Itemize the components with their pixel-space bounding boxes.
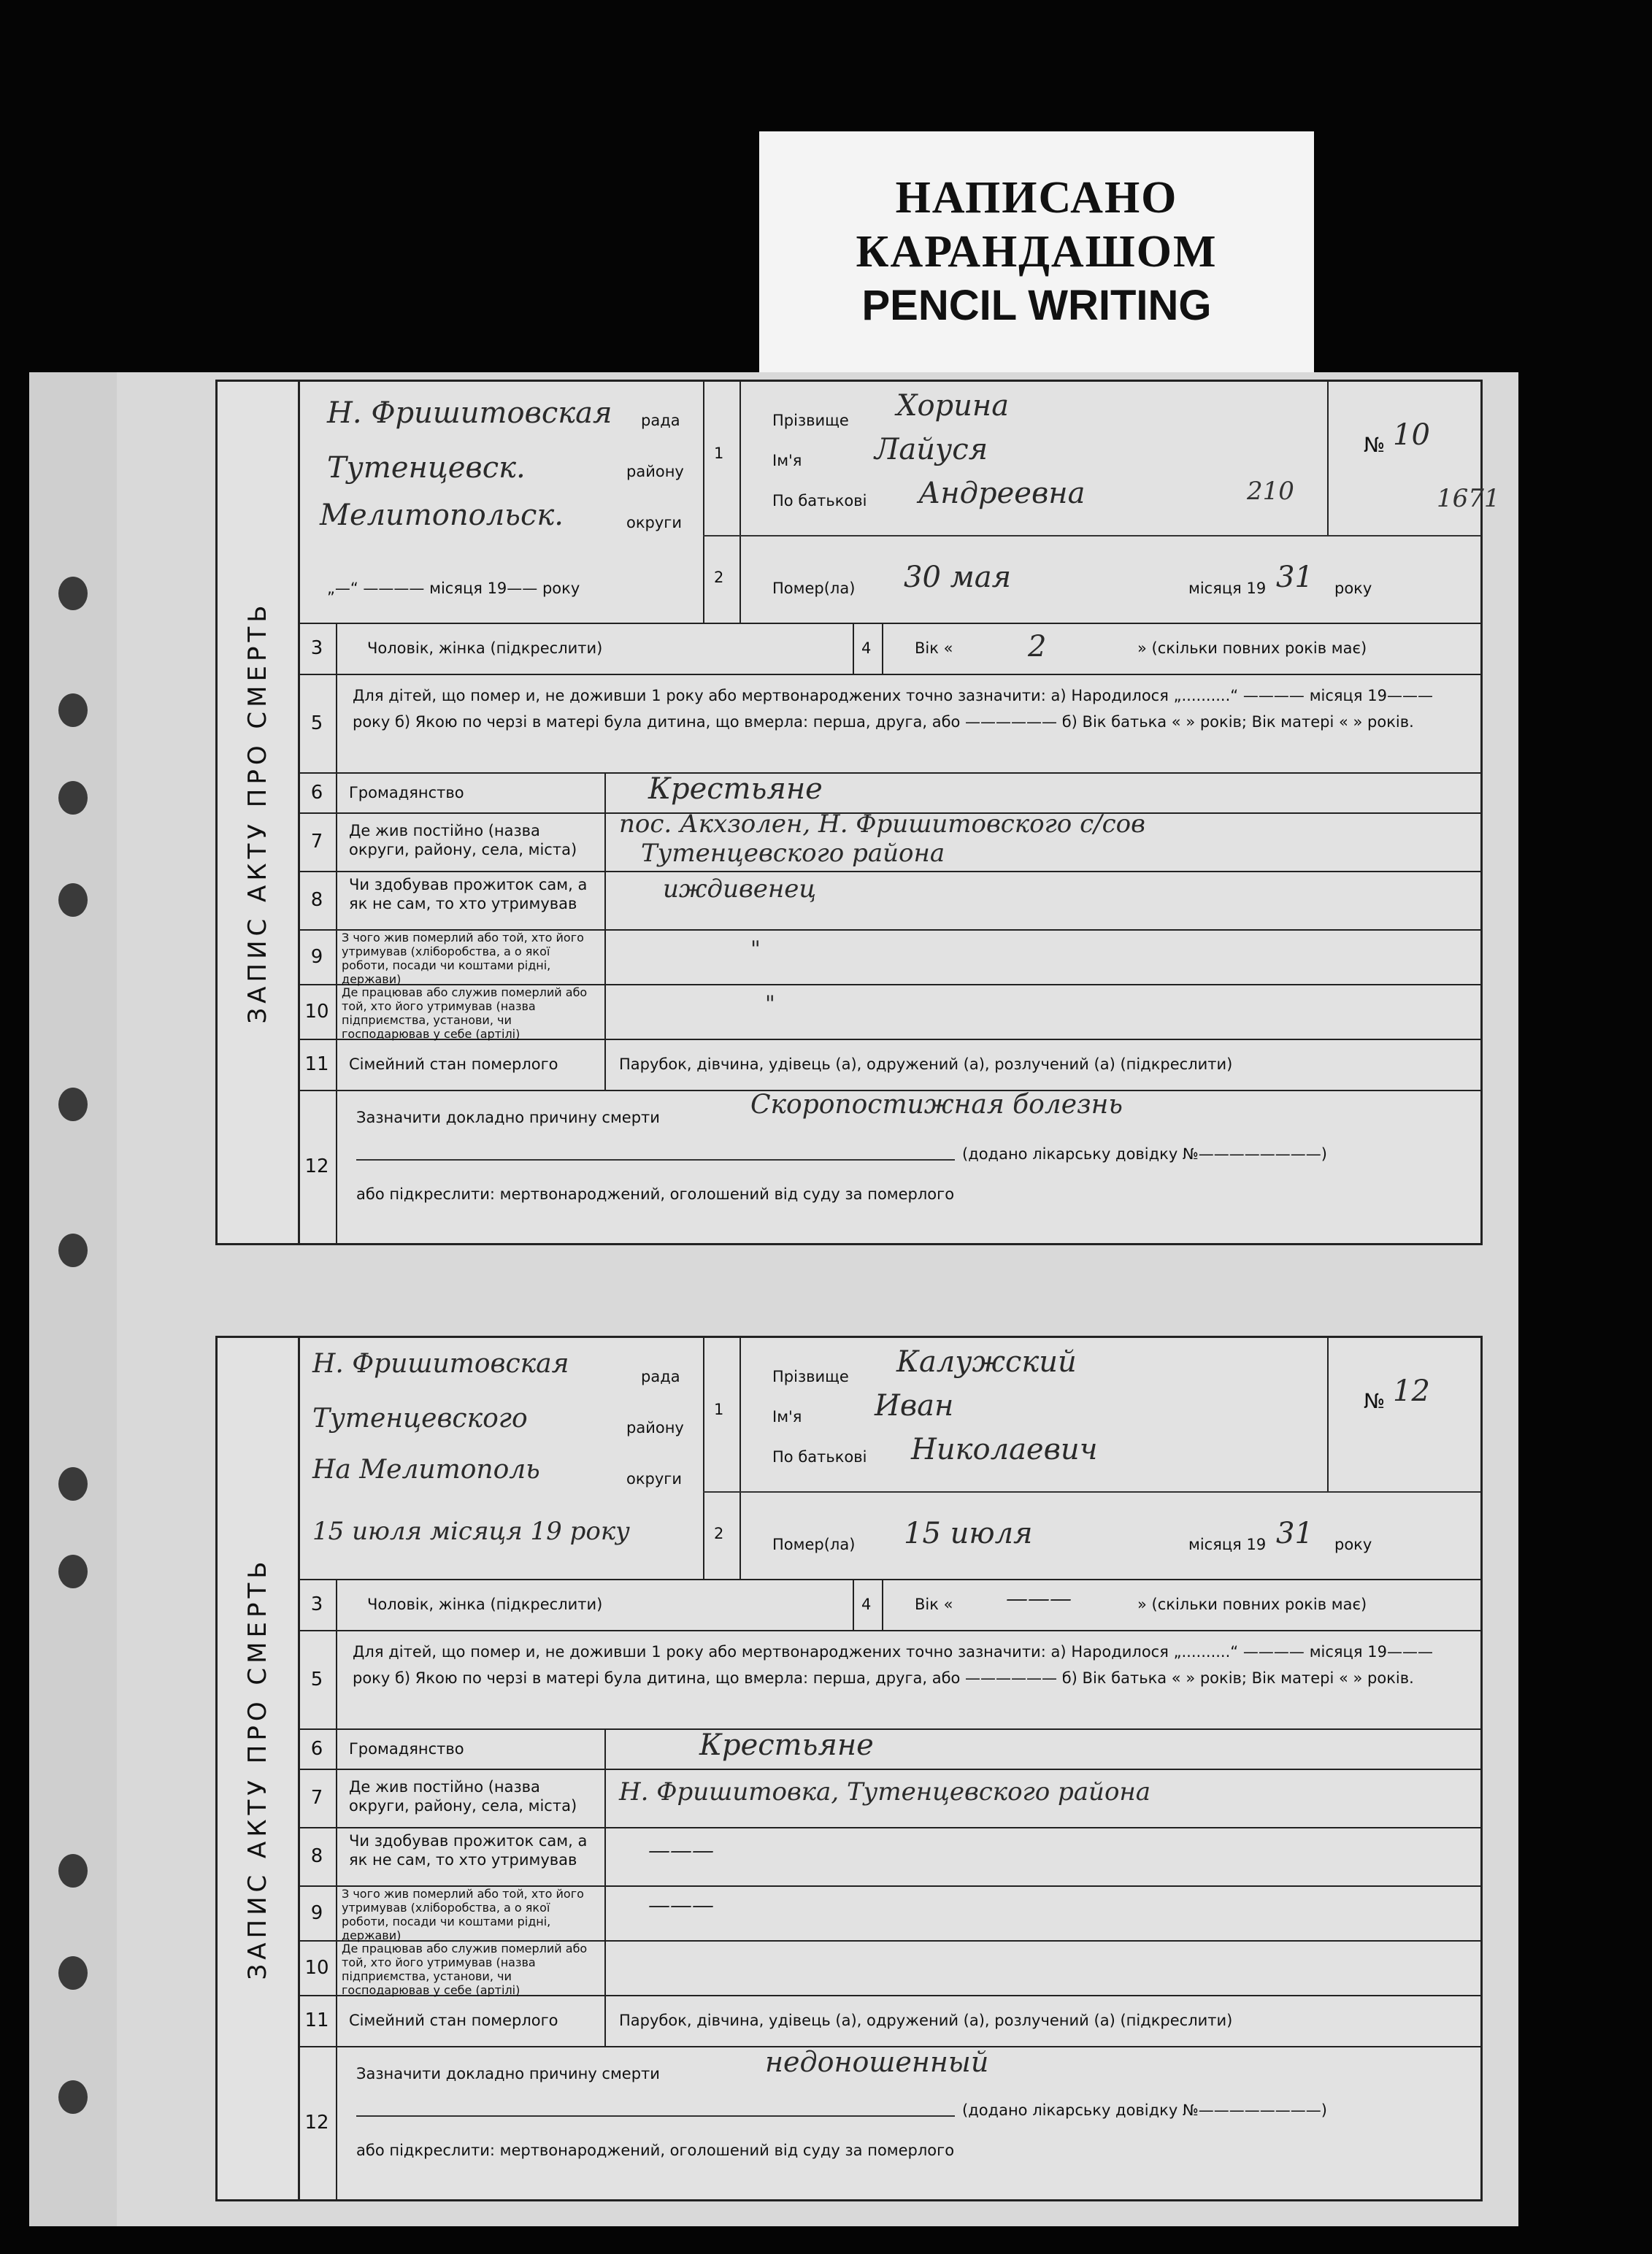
surname-label: Прізвище bbox=[772, 1368, 849, 1385]
died-label: Помер(ла) bbox=[772, 1536, 856, 1553]
year-value: 31 bbox=[1276, 1517, 1313, 1550]
number-label: № bbox=[1364, 1389, 1386, 1413]
binding-hole bbox=[58, 1555, 88, 1588]
source-value: " bbox=[750, 936, 761, 962]
surname-value: Калужский bbox=[896, 1345, 1077, 1379]
alt-label: або підкреслити: мертвонароджений, оголошений від суду за померлого bbox=[356, 2142, 955, 2159]
employer-value: " bbox=[765, 991, 775, 1017]
name-label: Ім'я bbox=[772, 452, 802, 469]
label-line-2: КАРАНДАШОМ bbox=[856, 227, 1218, 277]
livelihood-label: Чи здобував прожиток сам, а як не сам, то хто утримував bbox=[349, 876, 588, 912]
okrug-value: Мелитопольск. bbox=[320, 499, 564, 532]
cause-value: Скоропостижная болезнь bbox=[750, 1090, 1123, 1120]
surname-value: Хорина bbox=[896, 389, 1010, 423]
citizenship-label: Громадянство bbox=[349, 784, 464, 801]
alt-label: або підкреслити: мертвонароджений, оголошений від суду за померлого bbox=[356, 1185, 955, 1203]
cause-label: Зазначити докладно причину смерти bbox=[356, 1109, 660, 1126]
livelihood-value: ——— bbox=[648, 1838, 714, 1863]
council-label: рада bbox=[641, 412, 680, 429]
pencil-writing-label bbox=[759, 131, 1314, 372]
patronymic-label: По батькові bbox=[772, 492, 867, 509]
vertical-title: ЗАПИС АКТУ ПРО СМЕРТЬ bbox=[218, 1338, 300, 2199]
name-label: Ім'я bbox=[772, 1408, 802, 1426]
binding-hole bbox=[58, 1088, 88, 1121]
source-row: 9 З чого жив померлий або той, хто його утримував (хліборобства, а о якої роботи, посади чи коштами рідні, держави) ——— bbox=[298, 1885, 1480, 1942]
binding-hole bbox=[58, 1956, 88, 1990]
certificate-label: (додано лікарську довідку №————————) bbox=[962, 1145, 1327, 1163]
citizenship-label: Громадянство bbox=[349, 1740, 464, 1758]
number-value: 12 bbox=[1393, 1374, 1430, 1408]
okrug-value: На Мелитополь bbox=[312, 1455, 540, 1485]
source-label: З чого жив померлий або той, хто його утримував (хліборобства, а о якої роботи, посади чи коштами рідні, держави) bbox=[342, 1887, 584, 1942]
header-row: Н. Фришитовская рада Тутенцевского району На Мелитополь округи 15 июля місяця 19 року 1 2 Прізвище Калужский Ім'я Иван По батькові Николаевич Помер(ла) 15 июля місяця 19 31 року № 12 bbox=[298, 1338, 1480, 1580]
children-row: 5 Для дітей, що помер и, не доживши 1 року або мертвонароджених точно зазначити: а) Народилося „..........“ ———— місяця 19——— року б) Якою по черзі в матері була дитина, що вмерла: перша, друга, або —————— б) Вік батька « » років; Вік матері « » років. bbox=[298, 1630, 1480, 1730]
vertical-title: ЗАПИС АКТУ ПРО СМЕРТЬ bbox=[218, 382, 300, 1243]
cause-label: Зазначити докладно причину смерти bbox=[356, 2065, 660, 2082]
age-suffix: » (скільки повних років має) bbox=[1137, 639, 1367, 657]
label-line-3: PENCIL WRITING bbox=[861, 282, 1212, 329]
employer-label: Де працював або служив померлий або той, хто його утримував (назва підприємства, установи, чи господарював у себе (артілі) bbox=[342, 985, 588, 1041]
name-value: Иван bbox=[875, 1389, 954, 1423]
council-value: Н. Фришитовская bbox=[312, 1349, 569, 1379]
binding-hole bbox=[58, 693, 88, 727]
number-label: № bbox=[1364, 433, 1386, 457]
binding-hole bbox=[58, 2080, 88, 2114]
death-record-form-2 bbox=[215, 1336, 1483, 2201]
cause-value: недоношенный bbox=[765, 2046, 989, 2078]
family-row: 11 Сімейний стан померлого Парубок, дівчина, удівець (а), одружений (а), розлучений (а) (підкреслити) bbox=[298, 1995, 1480, 2047]
family-options: Парубок, дівчина, удівець (а), одружений (а), розлучений (а) (підкреслити) bbox=[619, 1055, 1233, 1073]
employer-row: 10 Де працював або служив померлий або той, хто його утримував (назва підприємства, установи, чи господарював у себе (артілі) " bbox=[298, 984, 1480, 1040]
right-note: 1671 bbox=[1437, 484, 1500, 513]
residence-value-1: пос. Акхзолен, Н. Фришитовского с/сов bbox=[619, 809, 1145, 839]
family-options: Парубок, дівчина, удівець (а), одружений (а), розлучений (а) (підкреслити) bbox=[619, 2012, 1233, 2029]
family-row: 11 Сімейний стан померлого Парубок, дівчина, удівець (а), одружений (а), розлучений (а) (підкреслити) bbox=[298, 1039, 1480, 1091]
died-label: Помер(ла) bbox=[772, 580, 856, 597]
date-line: „—“ ———— місяця 19—— року bbox=[327, 580, 580, 597]
family-label: Сімейний стан померлого bbox=[349, 2012, 558, 2029]
year-value: 31 bbox=[1276, 561, 1313, 594]
binding-hole bbox=[58, 883, 88, 917]
residence-label: Де жив постійно (назва округи, району, села, міста) bbox=[349, 1778, 577, 1815]
residence-value-2: Тутенцевского района bbox=[641, 839, 945, 868]
family-label: Сімейний стан померлого bbox=[349, 1055, 558, 1073]
row-number: 2 bbox=[714, 569, 724, 586]
number-value: 10 bbox=[1393, 418, 1430, 452]
month-label: місяця 19 bbox=[1188, 580, 1267, 597]
citizenship-value: Крестьяне bbox=[699, 1728, 874, 1762]
surname-label: Прізвище bbox=[772, 412, 849, 429]
patronymic-value: Андреевна bbox=[918, 477, 1086, 510]
district-value: Тутенцевск. bbox=[327, 451, 526, 485]
age-label: Вік « bbox=[915, 1596, 953, 1613]
children-text: Для дітей, що помер и, не доживши 1 року або мертвонароджених точно зазначити: а) Народилося „..........“ ———— місяця 19——— року б) Якою по черзі в матері була дитина, що вмерла: перша, друга, або —————— б) Вік батька « » років; Вік матері « » років. bbox=[353, 1643, 1433, 1687]
cause-row: 12 Зазначити докладно причину смерти недоношенный (додано лікарську довідку №————————) або підкреслити: мертвонароджений, оголошений від суду за померлого bbox=[298, 2046, 1480, 2199]
binding-hole bbox=[58, 1854, 88, 1888]
sex-age-row: 3 Чоловік, жінка (підкреслити) 4 Вік « 2 » (скільки повних років має) bbox=[298, 623, 1480, 675]
year-suffix: року bbox=[1334, 1536, 1372, 1553]
corner-note: 210 bbox=[1247, 477, 1294, 506]
cause-row: 12 Зазначити докладно причину смерти Скоропостижная болезнь (додано лікарську довідку №————————) або підкреслити: мертвонароджений, оголошений від суду за померлого bbox=[298, 1090, 1480, 1243]
citizenship-row: 6 Громадянство Крестьяне bbox=[298, 1728, 1480, 1770]
citizenship-row: 6 Громадянство Крестьяне bbox=[298, 772, 1480, 814]
district-label: району bbox=[626, 463, 684, 480]
council-label: рада bbox=[641, 1368, 680, 1385]
month-label: місяця 19 bbox=[1188, 1536, 1267, 1553]
okrug-label: округи bbox=[626, 514, 682, 531]
children-row: 5 Для дітей, що помер и, не доживши 1 року або мертвонароджених точно зазначити: а) Народилося „..........“ ———— місяця 19——— року б) Якою по черзі в матері була дитина, що вмерла: перша, друга, або —————— б) Вік батька « » років; Вік матері « » років. bbox=[298, 674, 1480, 774]
okrug-label: округи bbox=[626, 1470, 682, 1488]
sex-age-row: 3 Чоловік, жінка (підкреслити) 4 Вік « ——— » (скільки повних років має) bbox=[298, 1579, 1480, 1631]
residence-row: 7 Де жив постійно (назва округи, району, села, міста) Н. Фришитовка, Тутенцевского района bbox=[298, 1769, 1480, 1828]
livelihood-row: 8 Чи здобував прожиток сам, а як не сам, то хто утримував ——— bbox=[298, 1827, 1480, 1887]
residence-label: Де жив постійно (назва округи, району, села, міста) bbox=[349, 822, 577, 858]
source-row: 9 З чого жив померлий або той, хто його утримував (хліборобства, а о якої роботи, посади чи коштами рідні, держави) " bbox=[298, 929, 1480, 985]
row-number: 1 bbox=[714, 445, 724, 462]
binding-hole bbox=[58, 577, 88, 610]
district-value: Тутенцевского bbox=[312, 1404, 528, 1434]
binding-strip bbox=[29, 372, 117, 2226]
age-label: Вік « bbox=[915, 639, 953, 657]
source-value: ——— bbox=[648, 1893, 714, 1918]
label-line-1: НАПИСАНО bbox=[895, 173, 1178, 223]
patronymic-value: Николаевич bbox=[911, 1433, 1098, 1466]
residence-row: 7 Де жив постійно (назва округи, району, села, міста) пос. Акхзолен, Н. Фришитовского с/сов Тутенцевского района bbox=[298, 812, 1480, 872]
sex-label: Чоловік, жінка (підкреслити) bbox=[367, 1596, 603, 1613]
employer-row: 10 Де працював або служив померлий або той, хто його утримував (назва підприємства, установи, чи господарював у себе (артілі) bbox=[298, 1940, 1480, 1996]
district-label: району bbox=[626, 1419, 684, 1436]
employer-label: Де працював або служив померлий або той, хто його утримував (назва підприємства, установи, чи господарював у себе (артілі) bbox=[342, 1942, 588, 1997]
binding-hole bbox=[58, 1467, 88, 1501]
children-text: Для дітей, що помер и, не доживши 1 року або мертвонароджених точно зазначити: а) Народилося „..........“ ———— місяця 19——— року б) Якою по черзі в матері була дитина, що вмерла: перша, друга, або —————— б) Вік батька « » років; Вік матері « » років. bbox=[353, 687, 1433, 731]
livelihood-value: иждивенец bbox=[663, 874, 817, 904]
livelihood-label: Чи здобував прожиток сам, а як не сам, то хто утримував bbox=[349, 1832, 588, 1869]
certificate-label: (додано лікарську довідку №————————) bbox=[962, 2101, 1327, 2119]
age-suffix: » (скільки повних років має) bbox=[1137, 1596, 1367, 1613]
death-record-form-1 bbox=[215, 380, 1500, 1245]
binding-hole bbox=[58, 1234, 88, 1267]
died-value: 30 мая bbox=[904, 561, 1012, 594]
residence-value-1: Н. Фришитовка, Тутенцевского района bbox=[619, 1777, 1151, 1807]
year-suffix: року bbox=[1334, 580, 1372, 597]
citizenship-value: Крестьяне bbox=[648, 772, 823, 806]
source-label: З чого жив померлий або той, хто його утримував (хліборобства, а о якої роботи, посади чи коштами рідні, держави) bbox=[342, 931, 584, 986]
died-value: 15 июля bbox=[904, 1517, 1033, 1550]
council-value: Н. Фришитовская bbox=[327, 396, 612, 430]
patronymic-label: По батькові bbox=[772, 1448, 867, 1466]
age-value: 2 bbox=[1028, 630, 1047, 663]
sex-label: Чоловік, жінка (підкреслити) bbox=[367, 639, 603, 657]
binding-hole bbox=[58, 781, 88, 815]
name-value: Лайуся bbox=[875, 433, 988, 466]
date-line: 15 июля місяця 19 року bbox=[312, 1517, 630, 1546]
age-value: ——— bbox=[1006, 1586, 1072, 1612]
livelihood-row: 8 Чи здобував прожиток сам, а як не сам, то хто утримував иждивенец bbox=[298, 871, 1480, 931]
header-row bbox=[298, 382, 1500, 624]
